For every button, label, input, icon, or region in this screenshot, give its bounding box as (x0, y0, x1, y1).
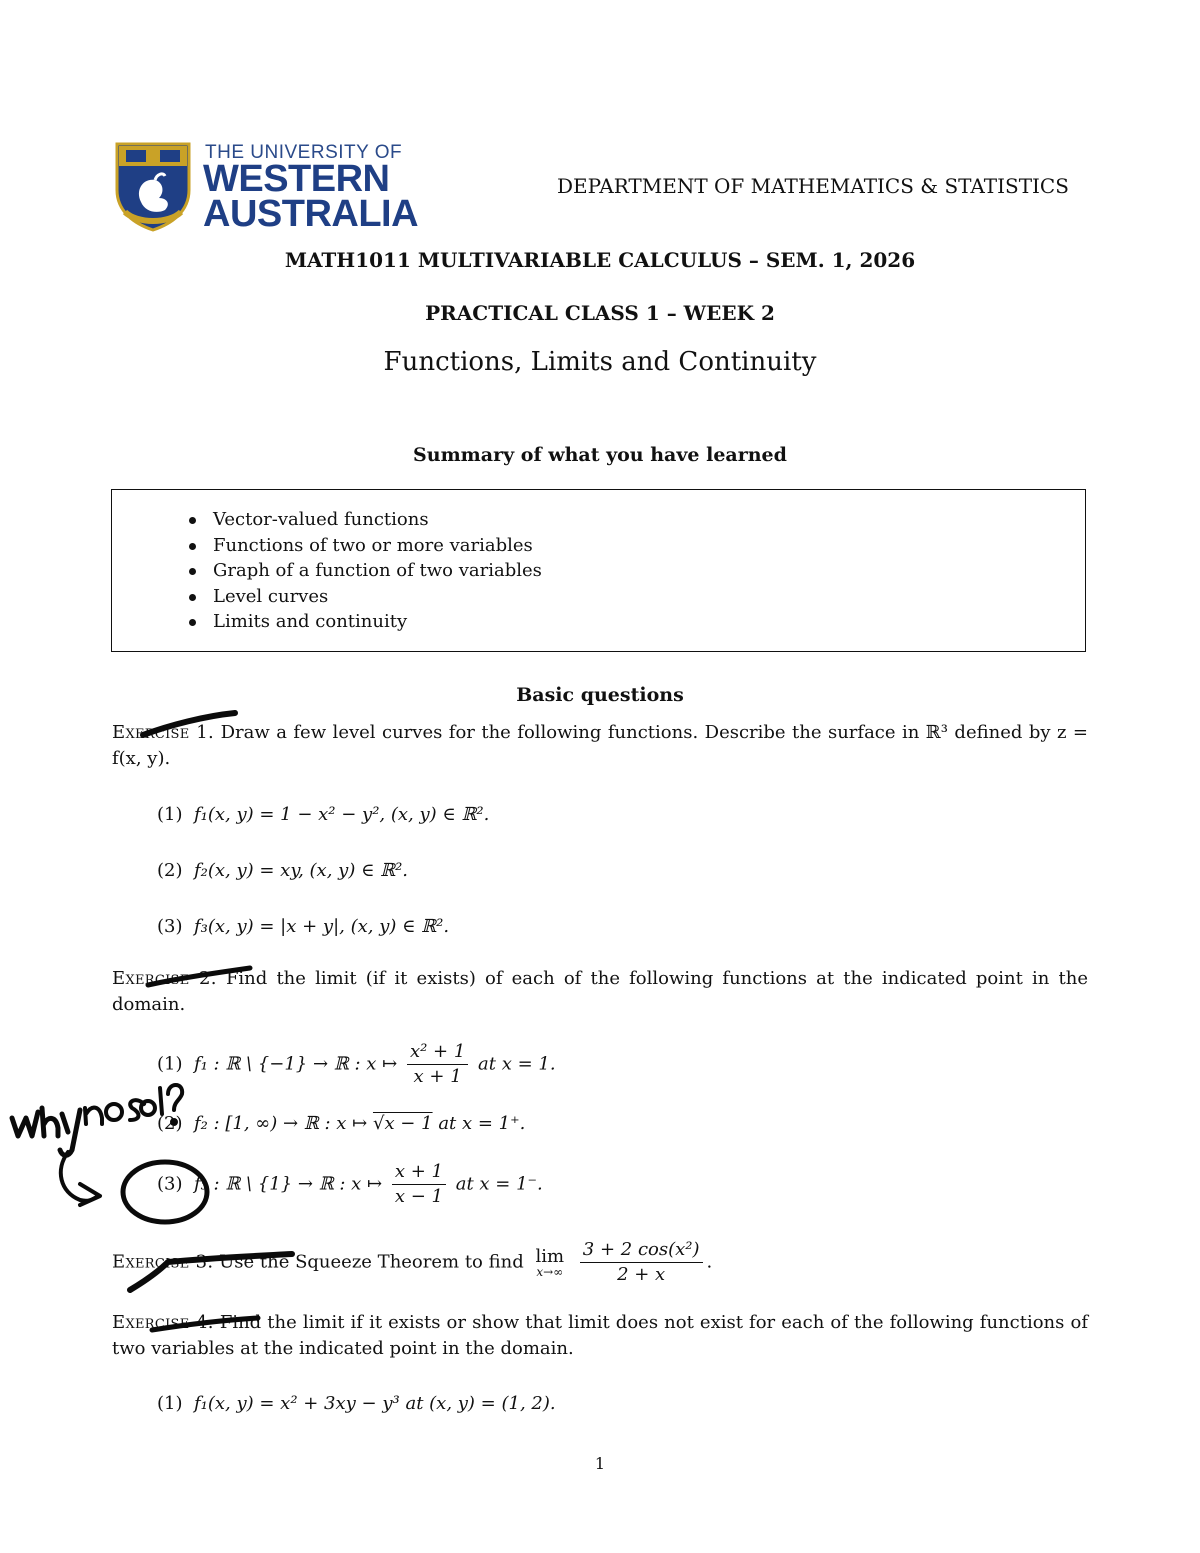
exercise-4-text: Find the limit if it exists or show that limit does not exist for each of the following functions of two variables at the indicated point in the domain. (112, 1312, 1088, 1359)
exercise-4-label: Exercise 4. (112, 1312, 214, 1333)
exercise-2-text: Find the limit (if it exists) of each of the following functions at the indicated point in the domain. (112, 968, 1088, 1015)
exercise-4 (112, 1310, 1088, 1362)
basic-questions-heading: Basic questions (516, 684, 684, 706)
exercise-2 (112, 966, 1088, 1018)
exercise-3-label: Exercise 3. (112, 1251, 214, 1273)
exercise-2-label: Exercise 2. (112, 968, 217, 989)
page-title: Functions, Limits and Continuity (383, 347, 817, 377)
summary-heading: Summary of what you have learned (413, 444, 787, 466)
summary-item: Limits and continuity (186, 609, 542, 635)
summary-item: Level curves (186, 584, 542, 610)
summary-item: Vector-valued functions (186, 507, 542, 533)
exercise-1-item-3: (3) f₃(x, y) = |x + y|, (x, y) ∈ ℝ². (157, 916, 450, 937)
exercise-2-item-2: (2) f₂ : [1, ∞) → ℝ : x ↦ √x − 1 at x = 1⁺. (157, 1113, 526, 1134)
exercise-1 (112, 720, 1088, 772)
course-title: MATH1011 MULTIVARIABLE CALCULUS – SEM. 1, 2026 (284, 248, 916, 272)
summary-list (186, 507, 542, 635)
exercise-1-text: Draw a few level curves for the following functions. Describe the surface in ℝ³ defined by z = f(x, y). (112, 722, 1088, 769)
page-number: 1 (594, 1454, 606, 1473)
summary-box (111, 489, 1086, 652)
exercise-4-item-1: (1) f₁(x, y) = x² + 3xy − y³ at (x, y) = (1, 2). (157, 1393, 556, 1414)
exercise-3: Exercise 3. Use the Squeeze Theorem to find lim x→∞ $\frac{\text{3 + 2 cos(x²)}}{2 + x}$ . (112, 1239, 713, 1285)
university-name-line2: WESTERN (203, 158, 390, 200)
exercise-3-text: Use the Squeeze Theorem to find (219, 1251, 524, 1273)
university-crest-logo (113, 140, 193, 236)
exercise-1-item-2: (2) f₂(x, y) = xy, (x, y) ∈ ℝ². (157, 860, 409, 881)
exercise-1-item-1: (1) f₁(x, y) = 1 − x² − y², (x, y) ∈ ℝ². (157, 804, 490, 825)
university-name-line3: AUSTRALIA (203, 193, 419, 235)
exercise-1-label: Exercise 1. (112, 722, 215, 743)
exercise-2-item-1: (1) f₁ : ℝ \ {−1} → ℝ : x ↦ $\frac{\text{x² + 1}}{x + 1}$ at x = 1. (157, 1041, 556, 1087)
exercise-2-item-3: (3) f₃ : ℝ \ {1} → ℝ : x ↦ $\frac{x + 1}{x - 1}$ at x = 1⁻. (157, 1161, 543, 1207)
university-name-line1: THE UNIVERSITY OF (205, 142, 403, 163)
department-name: DEPARTMENT OF MATHEMATICS & STATISTICS (557, 174, 1069, 198)
summary-item: Functions of two or more variables (186, 533, 542, 559)
practical-title: PRACTICAL CLASS 1 – WEEK 2 (425, 301, 775, 325)
summary-item: Graph of a function of two variables (186, 558, 542, 584)
